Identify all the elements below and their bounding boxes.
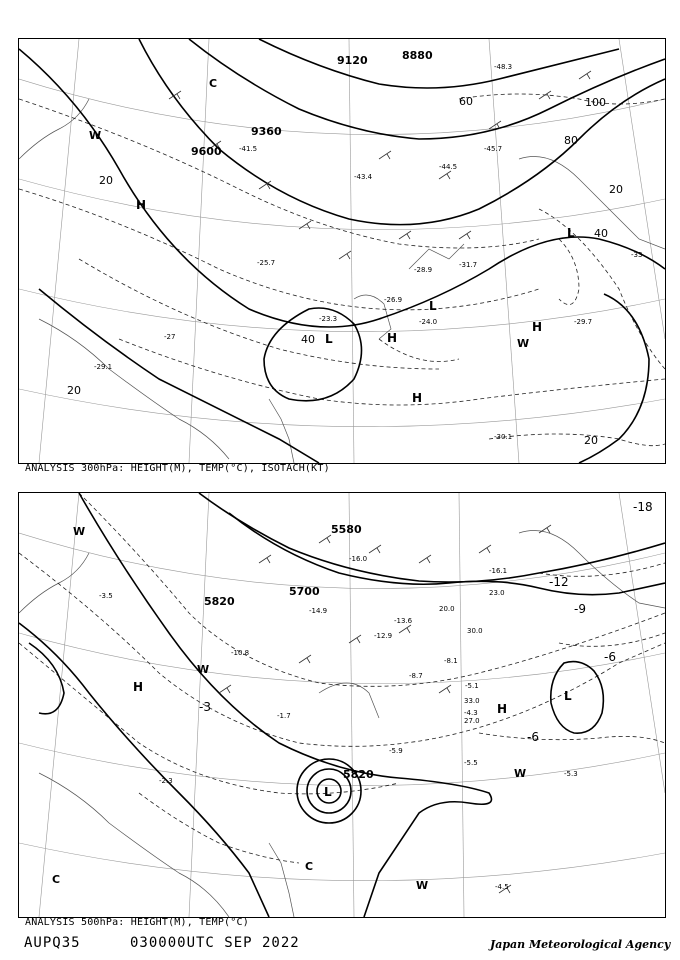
temp-value: -28.9: [414, 266, 433, 274]
temp-value: -41.5: [239, 145, 258, 153]
isotherm-label: -9: [574, 602, 586, 616]
isotach-label: 40: [301, 333, 315, 346]
temp-value: -26.9: [384, 296, 403, 304]
temp-value: -5.5: [464, 759, 478, 767]
isotach-label: 20: [609, 183, 623, 196]
valid-time: 030000UTC SEP 2022: [130, 935, 300, 951]
high-center-marker: H: [412, 391, 423, 405]
isotach-label: 20: [584, 434, 598, 447]
temp-value: -16.1: [489, 567, 508, 575]
temp-value: -10.8: [231, 649, 250, 657]
warm-center-marker: W: [73, 525, 86, 538]
temp-value: -2.3: [159, 777, 173, 785]
temp-value: -5.3: [564, 770, 578, 778]
isotach-label: 20: [99, 174, 113, 187]
temp-value: -29.7: [574, 318, 593, 326]
map-500hpa: [19, 493, 665, 917]
isotherm-label: -3: [199, 700, 211, 714]
chart-panel-300hpa: [18, 38, 666, 464]
closed-high-contour: [551, 662, 604, 734]
isotach-label: 40: [594, 227, 608, 240]
low-center-marker: L: [325, 332, 333, 346]
chart-panel-500hpa: [18, 492, 666, 918]
temp-value: -5.9: [389, 747, 403, 755]
temp-value: -3.5: [99, 592, 113, 600]
temp-value: -44.5: [439, 163, 458, 171]
temp-value: 27.0: [464, 717, 480, 725]
temp-value: -1.7: [277, 712, 291, 720]
height-label-9600: 9600: [191, 145, 222, 158]
warm-center-marker: W: [89, 129, 102, 142]
warm-center-marker: W: [416, 879, 429, 892]
temp-value: -27: [164, 333, 176, 341]
height-label-9120: 9120: [337, 54, 368, 67]
temp-value: -33: [631, 251, 643, 259]
height-label-5820: 5820: [204, 595, 235, 608]
low-center-marker: L: [324, 785, 332, 799]
panel-caption-300hpa: ANALYSIS 300hPa: HEIGHT(M), TEMP(°C), ISOTACH(KT): [25, 463, 330, 474]
temp-value: -12.9: [374, 632, 393, 640]
temp-value: -29.1: [94, 363, 113, 371]
low-center-marker: L: [429, 299, 437, 313]
graticule: [19, 493, 665, 917]
cold-center-marker: C: [305, 860, 314, 873]
high-center-marker: H: [497, 702, 508, 716]
isotherm-label: -12: [549, 575, 569, 589]
temp-value: -8.1: [444, 657, 458, 665]
isotach-label: 20: [67, 384, 81, 397]
high-center-marker: H: [136, 198, 147, 212]
warm-center-marker: W: [514, 767, 527, 780]
warm-center-marker: W: [517, 337, 530, 350]
temp-value: -8.7: [409, 672, 423, 680]
chart-id: AUPQ35: [24, 935, 81, 951]
agency-credit: Japan Meteorological Agency: [490, 938, 671, 951]
graticule: [19, 39, 665, 463]
temp-value: -14.9: [309, 607, 328, 615]
low-center-marker: L: [567, 226, 575, 240]
closed-low-contour: [264, 308, 362, 401]
temp-value: -43.4: [354, 173, 373, 181]
temp-value: 20.0: [439, 605, 455, 613]
height-label-5700: 5700: [289, 585, 320, 598]
isotherm-label: -18: [633, 500, 653, 514]
panel-caption-500hpa: ANALYSIS 500hPa: HEIGHT(M), TEMP(°C): [25, 917, 249, 928]
low-center-marker: L: [564, 689, 572, 703]
temp-value: -23.3: [319, 315, 338, 323]
temp-value: -45.7: [484, 145, 503, 153]
temp-value: -25.7: [257, 259, 276, 267]
isotherm-label: -6: [604, 650, 616, 664]
warm-center-marker: W: [197, 663, 210, 676]
cold-center-marker: C: [209, 77, 218, 90]
temp-value: -13.6: [394, 617, 413, 625]
temp-value: -24.0: [419, 318, 438, 326]
coastlines: [19, 99, 665, 463]
isotach-label: 80: [564, 134, 578, 147]
height-contours: [19, 493, 665, 917]
height-label-5580: 5580: [331, 523, 362, 536]
temp-value: -16.0: [349, 555, 368, 563]
cold-center-marker: C: [52, 873, 61, 886]
temp-value: -30.1: [494, 433, 513, 441]
map-300hpa: [19, 39, 665, 463]
isotherm-label: -6: [527, 730, 539, 744]
height-contours: [19, 39, 665, 463]
isotherm-lines: [19, 493, 665, 863]
high-center-marker: H: [532, 320, 543, 334]
temp-value: -31.7: [459, 261, 478, 269]
height-label-9360: 9360: [251, 125, 282, 138]
temp-value: -4.5: [495, 883, 509, 891]
height-label-8880: 8880: [402, 49, 433, 62]
height-label-5820: 5820: [343, 768, 374, 781]
temp-value: 33.0: [464, 697, 480, 705]
temp-value: -4.3: [464, 709, 478, 717]
temp-value: 23.0: [489, 589, 505, 597]
high-center-marker: H: [387, 331, 398, 345]
temp-value: -48.3: [494, 63, 513, 71]
isotach-label: 100: [585, 96, 606, 109]
temp-value: -5.1: [465, 682, 479, 690]
wind-barbs: [169, 71, 591, 259]
isotach-label: 60: [459, 95, 473, 108]
high-center-marker: H: [133, 680, 144, 694]
temp-value: 30.0: [467, 627, 483, 635]
